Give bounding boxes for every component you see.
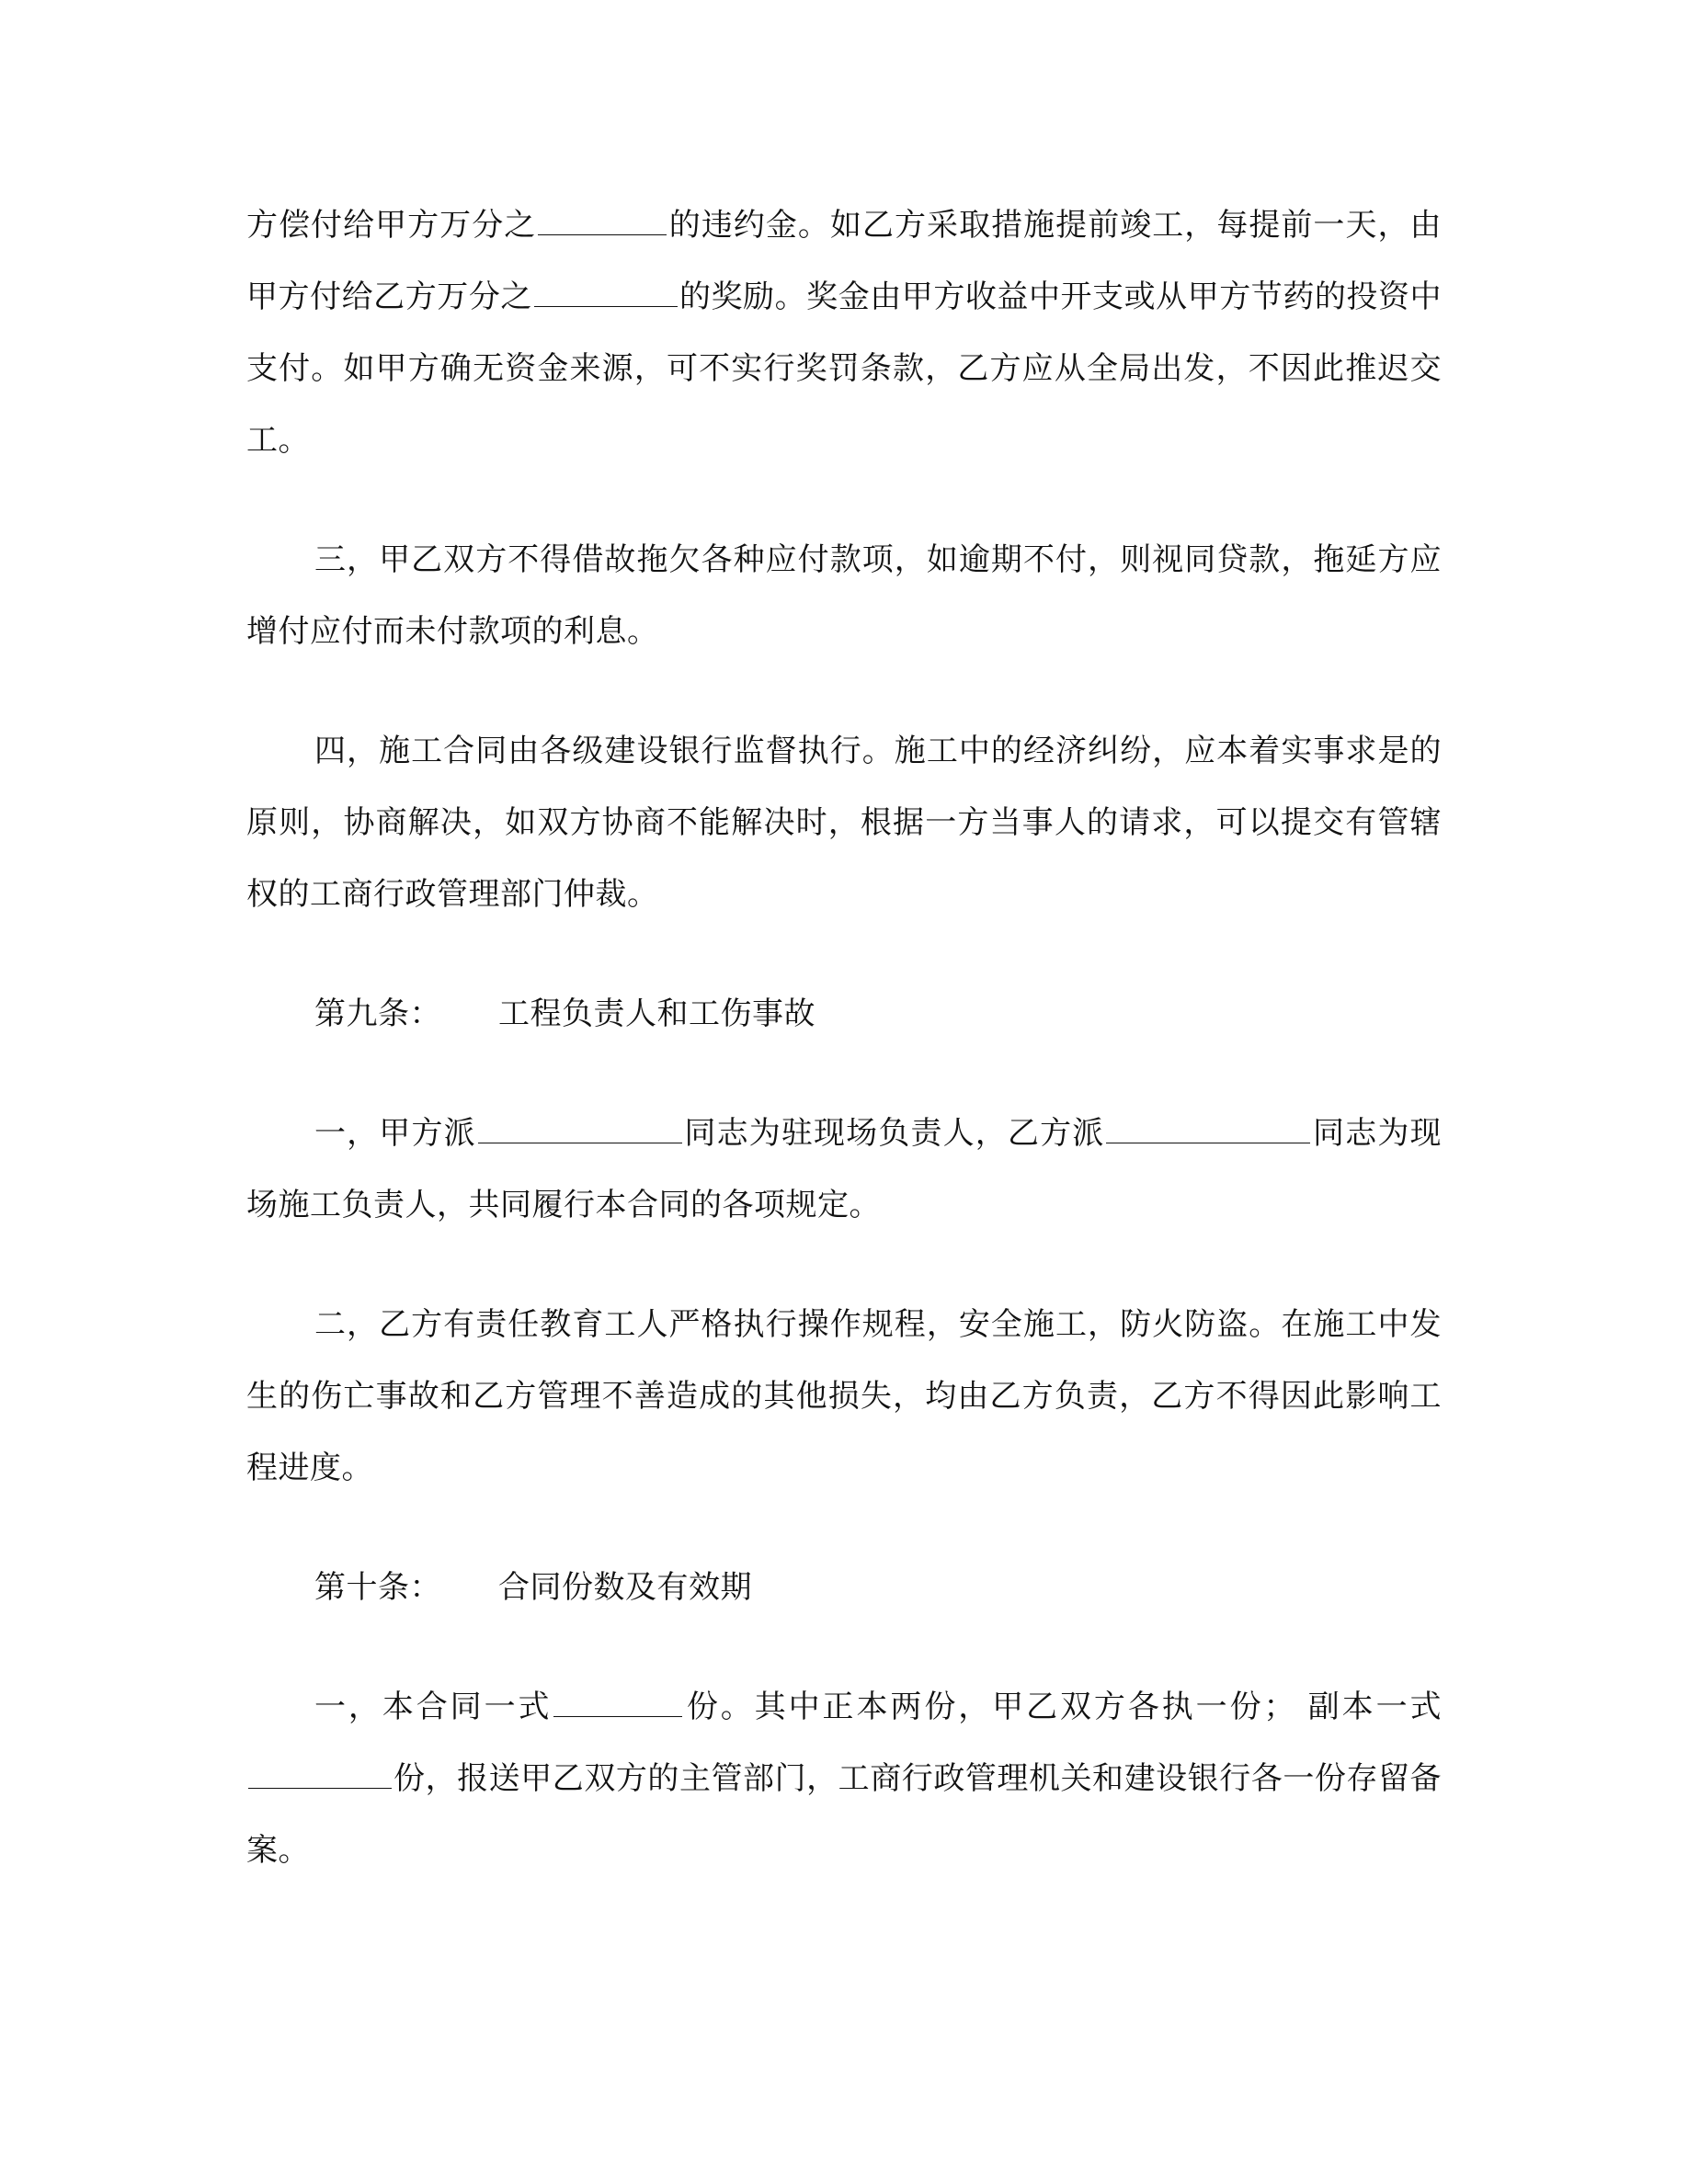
article-10-label: 第十条： — [314, 1569, 441, 1606]
document-body — [246, 189, 1442, 1886]
article-10-title: 合同份数及有效期 — [498, 1569, 752, 1606]
blank-copy-count — [553, 1689, 682, 1717]
paragraph-clause-3: 三，甲乙双方不得借故拖欠各种应付款项，如逾期不付，则视同贷款，拖延方应增付应付而未付款项的利息。 — [246, 541, 1442, 650]
paragraph-art10-clause-1 — [246, 1671, 1442, 1886]
paragraph-art9-clause-2: 二，乙方有责任教育工人严格执行操作规程，安全施工，防火防盗。在施工中发生的伤亡事故和乙方管理不善造成的其他损失，均由乙方负责，乙方不得因此影响工程进度。 — [246, 1306, 1442, 1486]
paragraph-penalty-reward — [246, 189, 1442, 476]
blank-duplicate-count — [248, 1760, 392, 1789]
blank-party-b-rep — [1106, 1115, 1310, 1143]
blank-penalty-rate — [538, 207, 667, 235]
p4-text-a: 一，甲方派 — [314, 1115, 476, 1152]
paragraph-art9-clause-1 — [246, 1098, 1442, 1241]
p6-text-a: 一，本合同一式 — [314, 1689, 553, 1725]
blank-party-a-rep — [478, 1115, 682, 1143]
p6-text-b: 份。其中正本两份，甲乙双方各执一份； 副本一式 — [684, 1689, 1443, 1725]
p4-text-b: 同志为驻现场负责人，乙方派 — [683, 1115, 1105, 1152]
p4-text-c: 同志为现场施工负责人，共同履行本合同的各项规定。 — [246, 1115, 1443, 1223]
article-10-heading — [246, 1552, 1442, 1623]
p1-text-c: 的奖励。奖金由甲方收益中开支或从甲方节药的投资中支付。如甲方确无资金来源，可不实行奖罚条款，乙方应从全局出发，不因此推迟交工。 — [246, 279, 1443, 459]
p1-text-a: 方偿付给甲方万分之 — [246, 207, 537, 244]
article-9-heading — [246, 978, 1442, 1050]
article-9-label: 第九条： — [314, 995, 441, 1032]
p6-text-c: 份，报送甲乙双方的主管部门，工商行政管理机关和建设银行各一份存留备案。 — [246, 1760, 1442, 1869]
article-9-title: 工程负责人和工伤事故 — [498, 995, 815, 1032]
p1-text-b: 的违约金。如乙方采取措施提前竣工，每提前一天，由甲方付给乙方万分之 — [246, 207, 1443, 315]
paragraph-clause-4: 四，施工合同由各级建设银行监督执行。施工中的经济纠纷，应本着实事求是的原则，协商解决，如双方协商不能解决时，根据一方当事人的请求，可以提交有管辖权的工商行政管理部门仲裁。 — [246, 733, 1442, 913]
blank-reward-rate — [534, 279, 678, 307]
